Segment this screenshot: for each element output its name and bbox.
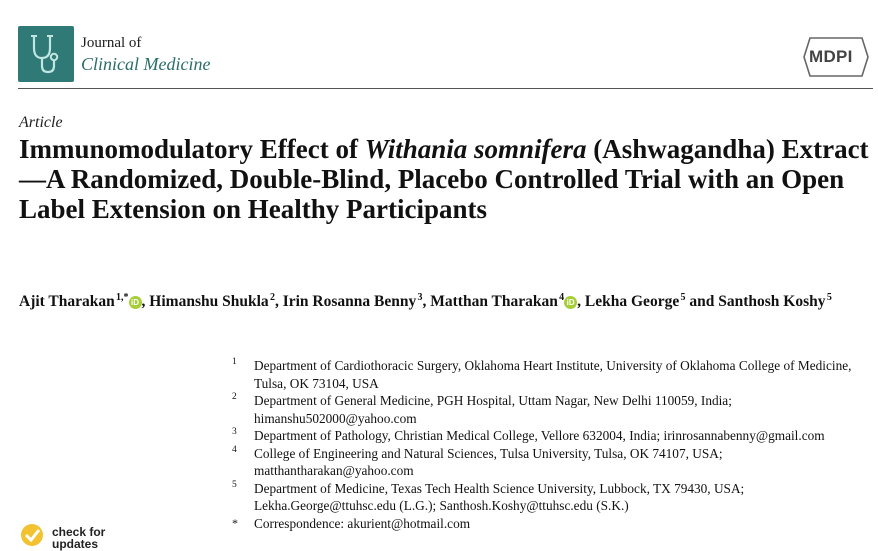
author[interactable]	[283, 293, 423, 310]
author-name: Lekha George	[584, 293, 680, 310]
article-type: Article	[19, 114, 63, 131]
affiliation-text: College of Engineering and Natural Sciences, Tulsa University, Tulsa, OK 74107, USA; matthantharakan@yahoo.com	[254, 445, 723, 478]
title-part1: Immunomodulatory Effect of	[19, 134, 365, 164]
author-separator: ,	[141, 293, 150, 310]
affiliation-text: Department of Pathology, Christian Medical College, Vellore 632004, India; irinrosannabenny@gmail.com	[254, 428, 825, 443]
affiliation-item	[232, 445, 872, 480]
affiliation-text: Department of Medicine, Texas Tech Health Science University, Lubbock, TX 79430, USA; Lekha.George@ttuhsc.edu (L.G.); Santhosh.Koshy@ttuhsc.edu (S.K.)	[254, 480, 745, 513]
author[interactable]	[430, 293, 577, 310]
journal-label: Journal of	[81, 35, 142, 51]
author-list	[19, 287, 869, 312]
affiliation-item	[232, 480, 872, 515]
author-separator: and	[685, 293, 719, 310]
author-affiliation-ref: 2	[269, 292, 275, 303]
author-name: Matthan Tharakan	[430, 293, 558, 310]
publisher-name: MDPI	[809, 47, 853, 66]
header-divider	[18, 88, 873, 89]
check-updates-link[interactable]	[52, 526, 105, 550]
affiliation-number: 2	[232, 392, 237, 402]
check-updates-line1: check for	[52, 525, 106, 539]
author[interactable]	[149, 293, 275, 310]
affiliation-text: Department of General Medicine, PGH Hospital, Uttam Nagar, New Delhi 110059, India; himanshu502000@yahoo.com	[254, 393, 732, 426]
stethoscope-icon	[26, 32, 66, 76]
author[interactable]	[585, 293, 686, 310]
journal-name: Clinical Medicine	[81, 54, 211, 74]
affiliation-number: 4	[232, 444, 237, 455]
affiliation-item	[232, 357, 872, 392]
author-name: Ajit Tharakan	[19, 293, 115, 310]
author-separator: ,	[577, 293, 585, 310]
author[interactable]	[718, 293, 832, 310]
article-title	[19, 134, 869, 224]
affiliation-item	[232, 427, 872, 445]
author-affiliation-ref: 5	[680, 292, 686, 303]
orcid-icon[interactable]: iD	[564, 296, 577, 309]
author-affiliation-ref: 5	[826, 292, 832, 303]
author-name: Santhosh Koshy	[718, 293, 826, 310]
affiliation-number: 1	[232, 357, 237, 367]
author[interactable]	[19, 293, 142, 310]
orcid-icon[interactable]: iD	[129, 296, 142, 309]
author-name: Irin Rosanna Benny	[282, 293, 417, 310]
title-species: Withania somnifera	[364, 134, 587, 164]
author-name: Himanshu Shukla	[149, 293, 269, 310]
affiliation-number: 5	[232, 479, 237, 490]
author-affiliation-ref: 1,*	[116, 292, 129, 303]
affiliation-list	[232, 357, 872, 532]
correspondence-text: Correspondence: akurient@hotmail.com	[254, 515, 471, 531]
author-separator: ,	[422, 293, 431, 310]
author-affiliation-ref: 3	[417, 292, 423, 303]
correspondence-mark: *	[232, 515, 238, 530]
title-part2: (Ashwagandha) Extract—A Randomized, Double-Blind, Placebo Controlled Trial with an Open Label Extension on Healthy Participants	[19, 134, 869, 224]
affiliation-text: Department of Cardiothoracic Surgery, Oklahoma Heart Institute, University of Oklahoma College of Medicine, Tulsa, OK 73104, USA	[254, 358, 852, 391]
correspondence-item	[232, 515, 872, 533]
author-separator: ,	[274, 293, 283, 310]
affiliation-item	[232, 392, 872, 427]
affiliation-number: 3	[232, 427, 237, 437]
author-affiliation-ref: 4	[559, 292, 565, 303]
journal-logo[interactable]	[18, 26, 74, 82]
check-updates-icon[interactable]	[20, 522, 46, 546]
check-updates-line2: updates	[52, 537, 99, 551]
